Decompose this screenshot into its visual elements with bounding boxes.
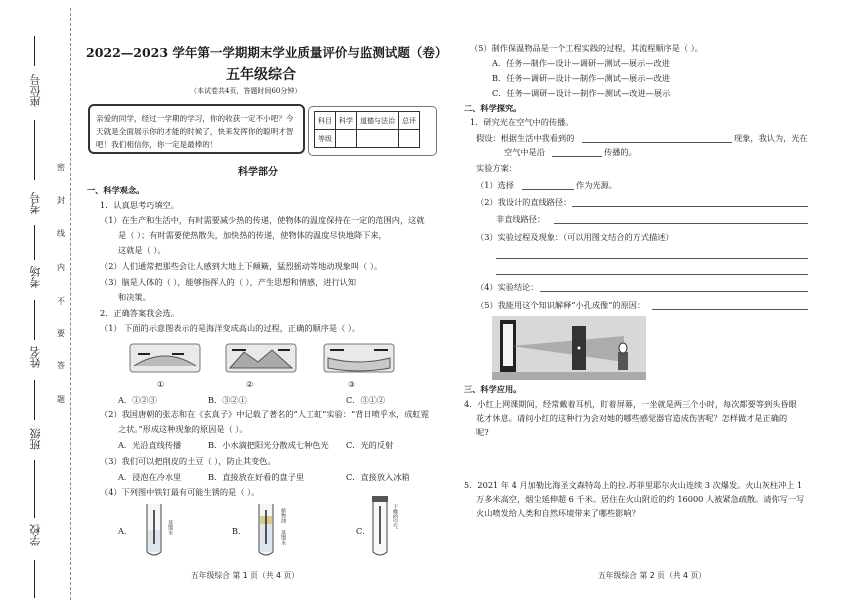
hypothesis-path-blank[interactable] (552, 156, 602, 157)
tube-b-label-water: 蒸馏水 (280, 530, 286, 545)
q2-2-option-b[interactable]: B．小水滴把阳光分散成七种色光 (208, 440, 329, 450)
q2-3-option-a[interactable]: A．浸泡在冷水里 (118, 472, 182, 482)
process-answer-line[interactable] (496, 274, 808, 275)
part3-heading: 三、科学应用。 (464, 384, 522, 394)
score-header-science: 科学 (336, 112, 357, 130)
hypothesis-mid: 现象，我认为，光在 (734, 133, 808, 143)
q1-3-line-a: （3）脑是人体的（ ），能够指挥人的（ ），产生思想和情感，进行认知 (100, 277, 357, 287)
q1-2-text: （2）人们通常把那些会让人感到大地上下颠簸，猛烈摇动等地动现象叫（ ）。 (100, 261, 383, 271)
seal-char: 封 (57, 196, 65, 205)
p3-q4-line-c: 呢? (476, 427, 489, 437)
margin-line (34, 460, 35, 518)
q1-3-line-b: 和决策。 (118, 292, 151, 302)
margin-label-name: 姓名 (29, 346, 42, 368)
margin-line (34, 36, 35, 66)
seal-char: 答 (57, 361, 65, 370)
q2-3-text: （3）我们可以把削皮的土豆（ ），防止其变色。 (100, 456, 276, 466)
test-tube-a-icon (142, 500, 166, 560)
conclusion-blank[interactable] (540, 291, 808, 292)
margin-label-seat: 座位号 (29, 74, 42, 107)
plan-5-text: （5）我能用这个知识解释“小孔成像”的原因： (476, 300, 646, 310)
plan-1-b: 作为光源。 (576, 180, 617, 190)
q2-4-option-a[interactable]: A． (118, 526, 133, 536)
hypothesis-label: 假设：根据生活中我看到的 (476, 133, 575, 143)
figure-2 (226, 344, 296, 372)
seal-char: 线 (57, 229, 65, 238)
part1-heading: 一、科学观念。 (87, 185, 145, 195)
q1-text: 1．认真思考巧填空。 (100, 200, 179, 210)
plan-2b-text: 非直线路径： (496, 214, 546, 224)
q2-4-option-c[interactable]: C． (356, 526, 371, 536)
seal-char: 内 (57, 263, 65, 272)
light-source-blank[interactable] (522, 189, 574, 190)
plan-2-text: （2）我设计的直线路径： (476, 197, 572, 207)
footer-left: 五年级综合 第 1 页（共 4 页） (191, 571, 300, 580)
tube-b-label-oil: 植物油 (280, 508, 286, 523)
ocean-mountain-figures (128, 336, 398, 376)
hypothesis-phenomenon-blank[interactable] (582, 142, 732, 143)
seal-char: 密 (57, 163, 65, 172)
tube-c-label: 干燥的空气 (392, 504, 398, 529)
figure-label-1: ① (157, 379, 165, 389)
pinhole-explain-blank[interactable] (652, 309, 808, 310)
plan-1-a: （1）选择 (476, 180, 514, 190)
score-cell[interactable] (399, 130, 420, 148)
q2-2-option-a[interactable]: A．光沿直线传播 (118, 440, 182, 450)
q2-2-option-c[interactable]: C．光的反射 (346, 440, 394, 450)
margin-label-class: 班级 (29, 428, 42, 450)
greeting-text: 亲爱的同学，经过一学期的学习，你的收获一定不小吧？今天就是全面展示你的才能的时候了，快来发挥你的聪明才智吧！我们相信你，你一定是最棒的！ (96, 114, 294, 149)
plan-3-text: （3）实验过程及现象：（可以用图文结合的方式描述） (476, 232, 674, 242)
q2-1-text: （1） 下面的示意图表示的是海洋变成高山的过程，正确的顺序是（ ）。 (100, 323, 361, 333)
margin-line (34, 560, 35, 598)
figure-3 (324, 344, 394, 372)
p2-q1-text: 1．研究光在空气中的传播。 (470, 117, 574, 127)
seal-char: 不 (57, 297, 65, 306)
margin-line (34, 300, 35, 340)
q2-5-text: （5）制作保温物品是一个工程实践的过程，其流程顺序是（ ）。 (470, 43, 703, 53)
q2-3-option-b[interactable]: B．直接放在好看的盘子里 (208, 472, 305, 482)
footer-right: 五年级综合 第 2 页（共 4 页） (598, 571, 707, 580)
q2-3-option-c[interactable]: C．直接放入冰箱 (346, 472, 410, 482)
q2-5-option-c[interactable]: C．任务—调研—设计—制作—测试—改进—展示 (492, 88, 671, 98)
q1-1-line-a: （1）在生产和生活中，有时需要减少热的传递，使物体的温度保持在一定的范围内，这就 (100, 215, 425, 225)
q2-1-option-c[interactable]: C．③①② (346, 395, 386, 405)
q2-2-line-a: （2）我国唐朝的张志和在《玄真子》中记载了著名的“人工虹”实验：“背日喷乎水，成虹霓 (100, 409, 429, 419)
figure-label-3: ③ (348, 379, 356, 389)
score-header-subject: 科目 (315, 112, 336, 130)
tube-a-label: 蒸馏水 (167, 520, 173, 535)
q2-2-line-b: 之状。”形成这种现象的原因是（ ）。 (118, 424, 248, 434)
q1-1-line-c: 这就是（ ）。 (118, 245, 166, 255)
straight-path-blank[interactable] (572, 206, 808, 207)
margin-line (34, 120, 35, 180)
seal-char: 要 (57, 329, 65, 338)
exam-subtitle: 五年级综合 (226, 67, 296, 83)
score-table (314, 111, 420, 148)
p3-q5-line-b: 万多米高空，烟尘延伸超 6 千米。居住在火山附近的约 16000 人被紧急疏散。请你写一写 (476, 494, 805, 504)
seal-char: 题 (57, 395, 65, 404)
plan-label: 实验方案： (476, 163, 517, 173)
score-header-total: 总评 (399, 112, 420, 130)
q2-5-option-a[interactable]: A．任务—制作—设计—调研—测试—展示—改进 (492, 58, 670, 68)
margin-label-school: 学校 (29, 524, 42, 546)
exam-title: 2022—2023 学年第一学期期末学业质量评价与监测试题（卷） (86, 45, 448, 60)
section-title: 科学部分 (238, 167, 278, 178)
q2-4-text: （4）下列图中铁钉最有可能生锈的是（ ）。 (100, 487, 260, 497)
q2-4-option-b[interactable]: B． (232, 526, 247, 536)
process-answer-line[interactable] (496, 258, 808, 259)
p3-q4-line-a: 4．小红上网课期间，经常戴着耳机，盯着屏幕，一坐就是两三个小时，每次都要等到头昏眼 (464, 399, 797, 409)
hypothesis-line2-a: 空气中是沿 (504, 147, 545, 157)
margin-line (34, 380, 35, 420)
q2-text: 2．正确答案我会选。 (100, 308, 179, 318)
score-cell[interactable] (357, 130, 399, 148)
plan-4-text: （4）实验结论： (476, 282, 539, 292)
score-header-ethics: 道德与法治 (357, 112, 399, 130)
test-tube-c-icon (368, 494, 392, 560)
margin-label-exam-room: 考场 (29, 266, 42, 288)
p3-q4-line-b: 花才休息。请问小红的这种行为会对她的哪些感觉器官造成伤害呢？怎样做才是正确的 (476, 413, 788, 423)
margin-label-exam-number: 考号 (29, 192, 42, 214)
q2-1-option-a[interactable]: A．①②③ (118, 395, 157, 405)
test-tube-b-icon (254, 500, 278, 560)
exam-note: （本试卷共4页，答题时间60分钟） (190, 87, 302, 95)
figure-label-2: ② (246, 379, 254, 389)
part2-heading: 二、科学探究。 (464, 103, 522, 113)
nonstraight-path-blank[interactable] (554, 223, 808, 224)
greeting-box (88, 104, 305, 154)
pinhole-experiment-illustration (492, 316, 646, 380)
margin-line (34, 225, 35, 260)
p3-q5-line-c: 火山喷发给人类和自然环境带来了哪些影响？ (476, 508, 640, 518)
q1-1-line-b: 是（ ）；有时需要使热散失，加快热的传递，使物体的温度尽快地降下来， (118, 230, 387, 240)
figure-1 (130, 344, 200, 372)
seal-line (70, 8, 71, 600)
q2-5-option-b[interactable]: B．任务—调研—设计—制作—测试—展示—改进 (492, 73, 670, 83)
score-row-label: 等级 (315, 130, 336, 148)
hypothesis-line2-b: 传播的。 (604, 147, 637, 157)
q2-1-option-b[interactable]: B．③②① (208, 395, 247, 405)
score-cell[interactable] (336, 130, 357, 148)
p3-q5-line-a: 5．2021 年 4 月加勒比海圣文森特岛上的拉.苏菲里耶尔火山连续 3 次爆发。火山灰柱冲上 1 (464, 480, 803, 490)
